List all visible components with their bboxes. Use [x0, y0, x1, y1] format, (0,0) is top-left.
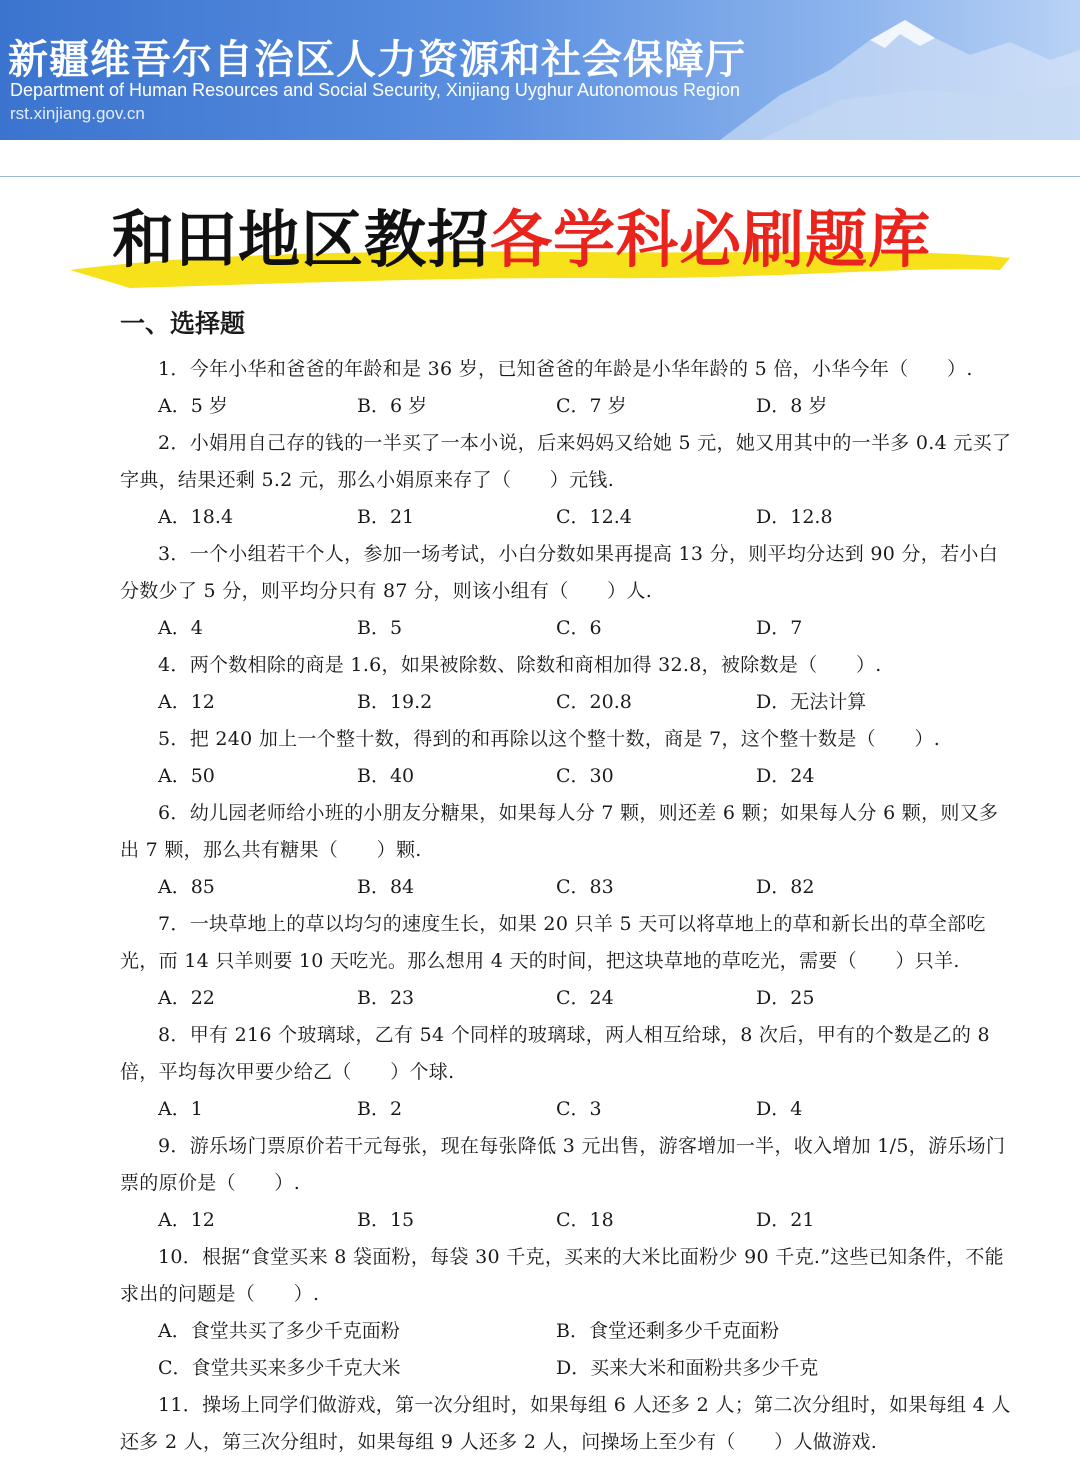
question-9: 9．游乐场门票原价若干元每张，现在每张降低 3 元出售，游客增加一半，收入增加 1/5，游乐场门票的原价是（ ）. [120, 1135, 1006, 1194]
department-subtitle: Department of Human Resources and Social Security, Xinjiang Uyghur Autonomous Region [10, 80, 741, 100]
option-a[interactable]: A．12 [158, 1209, 215, 1231]
department-title: 新疆维吾尔自治区人力资源和社会保障厅 [8, 37, 746, 83]
option-c[interactable]: C．30 [556, 765, 614, 787]
option-c[interactable]: C．3 [556, 1098, 602, 1120]
question-6: 6．幼儿园老师给小班的小朋友分糖果，如果每人分 7 颗，则还差 6 颗；如果每人分 6 颗，则又多出 7 颗，那么共有糖果（ ）颗. [120, 802, 999, 861]
option-c[interactable]: C．24 [556, 987, 614, 1009]
options-9 [158, 1202, 1018, 1239]
options-10-row-1 [158, 1313, 1018, 1350]
options-7 [158, 980, 1018, 1017]
options-5 [158, 758, 1018, 795]
option-c[interactable]: C．12.4 [556, 506, 632, 528]
option-a[interactable]: A．1 [158, 1098, 203, 1120]
option-b[interactable]: B．19.2 [357, 691, 433, 713]
question-11: 11．操场上同学们做游戏，第一次分组时，如果每组 6 人还多 2 人；第二次分组时，如果每组 4 人还多 2 人，第三次分组时，如果每组 9 人还多 2 人，问操场上至少有（ ）人做游戏. [120, 1394, 1011, 1453]
question-10: 10．根据“食堂买来 8 袋面粉，每袋 30 千克，买来的大米比面粉少 90 千克.”这些已知条件，不能求出的问题是（ ）. [120, 1246, 1004, 1305]
option-b[interactable]: B．6 岁 [357, 395, 428, 417]
option-a[interactable]: A．4 [158, 617, 203, 639]
question-8: 8．甲有 216 个玻璃球，乙有 54 个同样的玻璃球，两人相互给球，8 次后，甲有的个数是乙的 8 倍，平均每次甲要少给乙（ ）个球. [120, 1024, 990, 1083]
option-c[interactable]: C．83 [556, 876, 614, 898]
option-b[interactable]: B．食堂还剩多少千克面粉 [556, 1320, 779, 1342]
question-7: 7．一块草地上的草以均匀的速度生长，如果 20 只羊 5 天可以将草地上的草和新长出的草全部吃光，而 14 只羊则要 10 天吃光。那么想用 4 天的时间，把这块草地的草吃光，需要（ ）只羊. [120, 913, 986, 972]
option-d[interactable]: D．无法计算 [756, 691, 867, 713]
option-c[interactable]: C．7 岁 [556, 395, 627, 417]
option-b[interactable]: B．15 [357, 1209, 415, 1231]
option-d[interactable]: D．24 [756, 765, 815, 787]
question-5: 5．把 240 加上一个整十数，得到的和再除以这个整十数，商是 7，这个整十数是（ ）. [158, 728, 941, 750]
question-2: 2．小娟用自己存的钱的一半买了一本小说，后来妈妈又给她 5 元，她又用其中的一半多 0.4 元买了字典，结果还剩 5.2 元，那么小娟原来存了（ ）元钱. [120, 432, 1012, 491]
department-url[interactable]: rst.xinjiang.gov.cn [10, 104, 145, 123]
option-d[interactable]: D．4 [756, 1098, 803, 1120]
options-6 [158, 869, 1018, 906]
option-a[interactable]: A．12 [158, 691, 215, 713]
option-c[interactable]: C．20.8 [556, 691, 632, 713]
option-b[interactable]: B．84 [357, 876, 415, 898]
option-a[interactable]: A．18.4 [158, 506, 234, 528]
options-10-row-2 [158, 1350, 1018, 1387]
options-2 [158, 499, 1018, 536]
section-title: 一、选择题 [120, 309, 246, 338]
option-a[interactable]: A．85 [158, 876, 215, 898]
question-3: 3．一个小组若干个人，参加一场考试，小白分数如果再提高 13 分，则平均分达到 90 分，若小白分数少了 5 分，则平均分只有 87 分，则该小组有（ ）人. [120, 543, 999, 602]
option-d[interactable]: D．12.8 [756, 506, 833, 528]
option-b[interactable]: B．5 [357, 617, 403, 639]
option-d[interactable]: D．买来大米和面粉共多少千克 [556, 1357, 819, 1379]
option-a[interactable]: A．22 [158, 987, 215, 1009]
headline-red: 各学科必刷题库 [490, 203, 932, 276]
option-d[interactable]: D．21 [756, 1209, 815, 1231]
option-b[interactable]: B．21 [357, 506, 415, 528]
option-c[interactable]: C．食堂共买来多少千克大米 [158, 1357, 401, 1379]
page-headline [112, 190, 931, 279]
option-a[interactable]: A．食堂共买了多少千克面粉 [158, 1320, 400, 1342]
option-d[interactable]: D．8 岁 [756, 395, 828, 417]
question-1: 1．今年小华和爸爸的年龄和是 36 岁，已知爸爸的年龄是小华年龄的 5 倍，小华今年（ ）. [158, 358, 973, 380]
option-d[interactable]: D．7 [756, 617, 803, 639]
options-1 [158, 388, 1018, 425]
headline-black: 和田地区教招 [112, 203, 491, 276]
option-b[interactable]: B．2 [357, 1098, 403, 1120]
option-a[interactable]: A．5 岁 [158, 395, 228, 417]
options-8 [158, 1091, 1018, 1128]
options-4 [158, 684, 1018, 721]
option-b[interactable]: B．23 [357, 987, 415, 1009]
options-3 [158, 610, 1018, 647]
option-b[interactable]: B．40 [357, 765, 415, 787]
header-banner [0, 0, 1080, 140]
divider [0, 176, 1080, 177]
option-d[interactable]: D．25 [756, 987, 815, 1009]
mountain-graphic [720, 0, 1080, 140]
option-a[interactable]: A．50 [158, 765, 215, 787]
option-c[interactable]: C．18 [556, 1209, 614, 1231]
option-d[interactable]: D．82 [756, 876, 815, 898]
question-4: 4．两个数相除的商是 1.6，如果被除数、除数和商相加得 32.8，被除数是（ ）. [158, 654, 882, 676]
option-c[interactable]: C．6 [556, 617, 602, 639]
